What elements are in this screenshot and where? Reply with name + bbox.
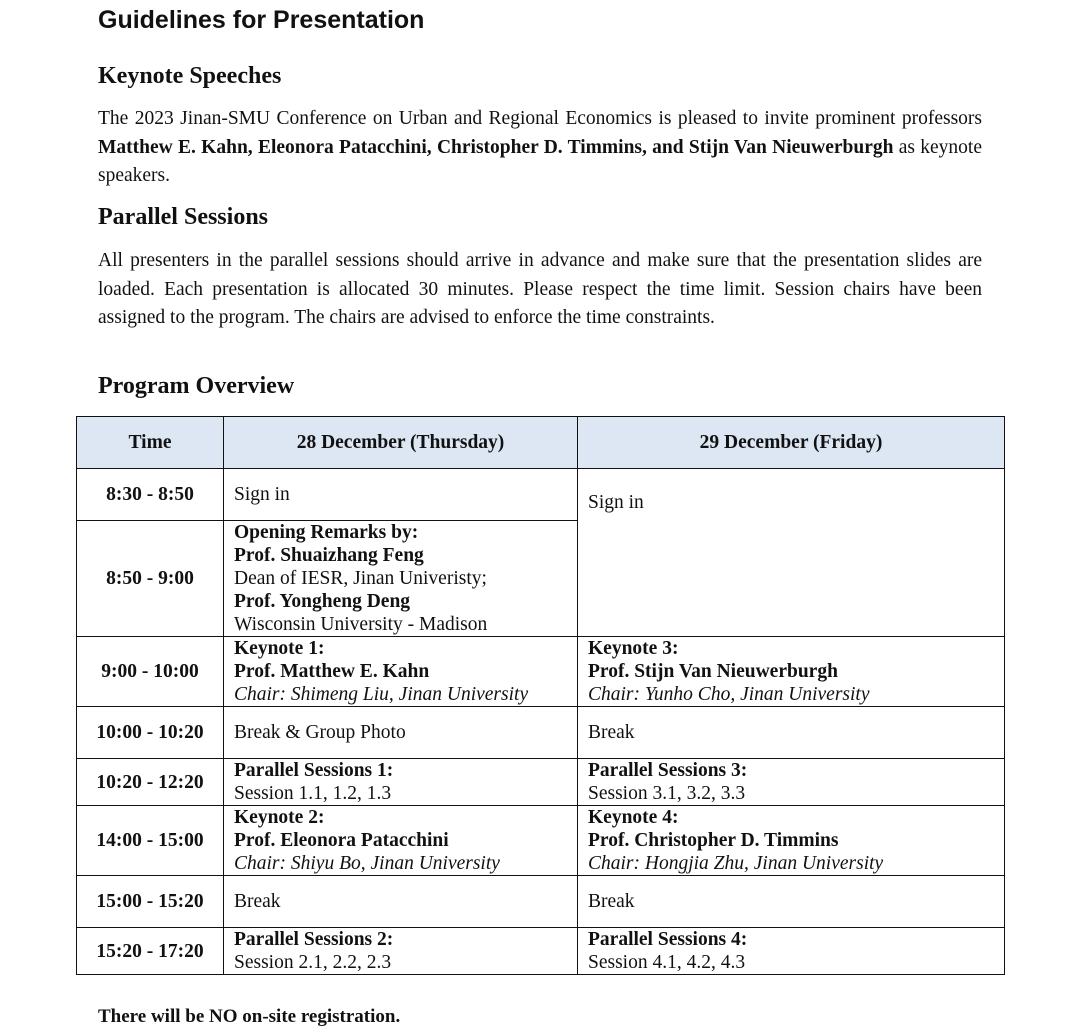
- cell-line: Chair: Shiyu Bo, Jinan University: [234, 853, 500, 874]
- keynote-paragraph: [98, 105, 982, 191]
- day2-cell: [578, 928, 1005, 975]
- cell-line: Keynote 2:: [234, 807, 325, 828]
- header-day1: 28 December (Thursday): [224, 417, 578, 469]
- cell-line: Prof. Yongheng Deng: [234, 591, 411, 612]
- parallel-heading: Parallel Sessions: [98, 204, 269, 230]
- cell-line: Parallel Sessions 1:: [234, 760, 394, 781]
- day2-cell: [578, 707, 1005, 759]
- keynote-text-before: The 2023 Jinan-SMU Conference on Urban and Regional Economics is pleased to invite prominent professors: [98, 108, 982, 129]
- cell-line: Keynote 3:: [588, 638, 679, 659]
- cell-line: Opening Remarks by:: [234, 522, 419, 543]
- day1-cell: [224, 521, 578, 637]
- cell-line: Session 2.1, 2.2, 2.3: [234, 952, 392, 973]
- cell-line: Parallel Sessions 4:: [588, 929, 748, 950]
- table-row: [77, 806, 1005, 876]
- day2-cell: [578, 637, 1005, 707]
- time-cell: 8:50 - 9:00: [77, 521, 224, 637]
- cell-line: Prof. Eleonora Patacchini: [234, 830, 449, 851]
- cell-line: Session 1.1, 1.2, 1.3: [234, 783, 392, 804]
- cell-line: Break: [588, 722, 635, 743]
- cell-line: Break & Group Photo: [234, 722, 406, 743]
- cell-line: Prof. Stijn Van Nieuwerburgh: [588, 661, 838, 682]
- table-row: [77, 707, 1005, 759]
- cell-line: Keynote 4:: [588, 807, 679, 828]
- table-row: [77, 469, 1005, 521]
- day1-cell: [224, 928, 578, 975]
- table-row: [77, 759, 1005, 806]
- day1-cell: [224, 876, 578, 928]
- day2-cell: [578, 806, 1005, 876]
- cell-line: Prof. Matthew E. Kahn: [234, 661, 430, 682]
- header-time: Time: [77, 417, 224, 469]
- cell-line: Parallel Sessions 3:: [588, 760, 748, 781]
- cell-line: Session 4.1, 4.2, 4.3: [588, 952, 746, 973]
- cell-line: Sign in: [588, 492, 644, 513]
- parallel-paragraph: All presenters in the parallel sessions should arrive in advance and make sure that the presentation slides are loaded. Each presentation is allocated 30 minutes. Please respect the time limit. Session chairs have been assigned to the program. The chairs are advised to enforce the time constraints.: [98, 250, 982, 329]
- table-row: [77, 928, 1005, 975]
- header-day2: 29 December (Friday): [578, 417, 1005, 469]
- table-header-row: [77, 417, 1005, 469]
- time-cell: 10:20 - 12:20: [77, 759, 224, 806]
- time-cell: 15:20 - 17:20: [77, 928, 224, 975]
- time-cell: 8:30 - 8:50: [77, 469, 224, 521]
- cell-line: Dean of IESR, Jinan Univeristy;: [234, 568, 487, 589]
- cell-line: Prof. Christopher D. Timmins: [588, 830, 839, 851]
- table-row: [77, 876, 1005, 928]
- day1-cell: [224, 806, 578, 876]
- cell-line: Prof. Shuaizhang Feng: [234, 545, 424, 566]
- program-table: [76, 416, 1005, 975]
- registration-notice: There will be NO on-site registration.: [98, 1006, 401, 1027]
- keynote-heading: Keynote Speeches: [98, 63, 282, 89]
- time-cell: 15:00 - 15:20: [77, 876, 224, 928]
- day1-cell: [224, 759, 578, 806]
- day1-cell: [224, 469, 578, 521]
- table-row: [77, 637, 1005, 707]
- cell-line: Wisconsin University - Madison: [234, 614, 488, 635]
- day1-cell: [224, 707, 578, 759]
- cell-line: Parallel Sessions 2:: [234, 929, 394, 950]
- time-cell: 9:00 - 10:00: [77, 637, 224, 707]
- cell-line: Sign in: [234, 484, 290, 505]
- day2-cell: [578, 759, 1005, 806]
- keynote-speakers: Matthew E. Kahn, Eleonora Patacchini, Christopher D. Timmins, and Stijn Van Nieuwerburgh: [98, 136, 894, 158]
- day2-cell: [578, 876, 1005, 928]
- cell-line: Break: [234, 891, 281, 912]
- cell-line: Break: [588, 891, 635, 912]
- page-title: Guidelines for Presentation: [98, 6, 425, 34]
- cell-line: Chair: Hongjia Zhu, Jinan University: [588, 853, 884, 874]
- cell-line: Session 3.1, 3.2, 3.3: [588, 783, 746, 804]
- cell-line: Chair: Shimeng Liu, Jinan University: [234, 684, 529, 705]
- cell-line: Keynote 1:: [234, 638, 325, 659]
- day2-cell: [578, 469, 1005, 637]
- day1-cell: [224, 637, 578, 707]
- program-heading: Program Overview: [98, 373, 295, 399]
- time-cell: 10:00 - 10:20: [77, 707, 224, 759]
- keynote-text-after: as keynote speakers.: [98, 136, 982, 187]
- time-cell: 14:00 - 15:00: [77, 806, 224, 876]
- cell-line: Chair: Yunho Cho, Jinan University: [588, 684, 870, 705]
